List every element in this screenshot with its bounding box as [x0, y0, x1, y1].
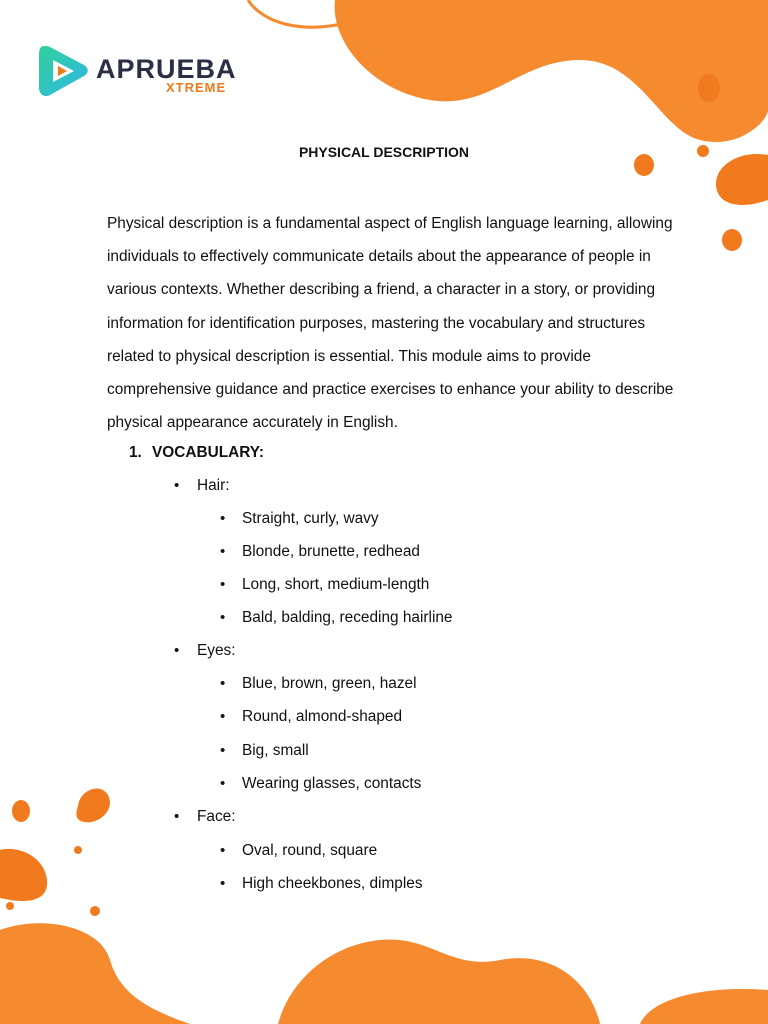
- bottom-left-blob: [0, 923, 190, 1024]
- bullet-icon: •: [220, 543, 226, 560]
- group-label-face: Face:: [197, 808, 236, 825]
- bullet-icon: •: [220, 742, 226, 759]
- list-item: Oval, round, square: [242, 842, 378, 859]
- group-label-eyes: Eyes:: [197, 642, 236, 659]
- bullet-icon: •: [174, 477, 180, 494]
- bullet-icon: •: [220, 875, 226, 892]
- logo-wordmark: APRUEBA: [96, 54, 237, 84]
- list-item: Long, short, medium-length: [242, 576, 430, 593]
- blob-dot: [722, 229, 742, 251]
- bullet-icon: •: [220, 842, 226, 859]
- blob-dot: [74, 846, 82, 854]
- list-item: Wearing glasses, contacts: [242, 775, 422, 792]
- bullet-icon: •: [220, 510, 226, 527]
- list-item: Big, small: [242, 742, 309, 759]
- bullet-icon: •: [220, 675, 226, 692]
- list-item: Bald, balding, receding hairline: [242, 609, 453, 626]
- left-blob: [76, 789, 110, 823]
- page-title: PHYSICAL DESCRIPTION: [298, 144, 470, 160]
- list-item: Blonde, brunette, redhead: [242, 543, 420, 560]
- blob-dot: [6, 902, 14, 910]
- right-blob: [716, 154, 768, 205]
- list-item: High cheekbones, dimples: [242, 875, 423, 892]
- brand-logo: [38, 44, 258, 100]
- bullet-icon: •: [174, 808, 180, 825]
- list-item: Straight, curly, wavy: [242, 510, 379, 527]
- list-item: Round, almond-shaped: [242, 708, 403, 725]
- left-blob: [0, 849, 47, 901]
- blob-dot: [90, 906, 100, 916]
- bullet-icon: •: [174, 642, 180, 659]
- group-label-hair: Hair:: [197, 477, 230, 494]
- bullet-icon: •: [220, 609, 226, 626]
- bullet-icon: •: [220, 775, 226, 792]
- blob-dot: [12, 800, 30, 822]
- bottom-center-blob: [278, 940, 600, 1024]
- bullet-icon: •: [220, 708, 226, 725]
- bottom-right-blob: [640, 989, 768, 1024]
- section-heading: VOCABULARY:: [152, 444, 265, 461]
- blob-dot: [698, 74, 720, 102]
- list-item: Blue, brown, green, hazel: [242, 675, 417, 692]
- intro-paragraph: Physical description is a fundamental aspect of English language learning, allowing individuals to effectively communicate details about the appearance of people in various contexts. Whether describing a friend, a character in a story, or providing information for identification purposes, mastering the vocabulary and structures related to physical description is essential. This module aims to provide comprehensive guidance and practice exercises to enhance your ability to describe physical appearance accurately in English.: [107, 215, 674, 432]
- bullet-icon: •: [220, 576, 226, 593]
- logo-subtitle: XTREME: [166, 80, 227, 95]
- section-number: 1.: [129, 444, 142, 461]
- logo-play-icon: [38, 44, 90, 100]
- top-right-blob: [335, 0, 768, 142]
